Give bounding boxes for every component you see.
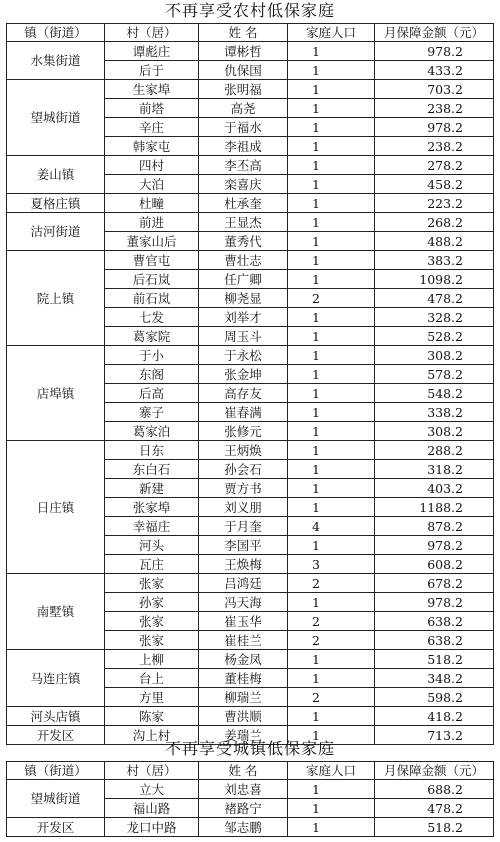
name-cell: 贾方书 (199, 479, 288, 498)
village-cell: 于小 (105, 346, 199, 365)
monthly-amount-cell: 703.2 (375, 80, 494, 99)
table-row (7, 213, 494, 232)
household-size-cell: 1 (288, 99, 375, 118)
monthly-amount-cell: 238.2 (375, 137, 494, 156)
household-size-cell: 1 (288, 308, 375, 327)
monthly-amount-cell: 978.2 (375, 536, 494, 555)
monthly-amount-cell: 488.2 (375, 232, 494, 251)
household-size-cell: 1 (288, 232, 375, 251)
village-cell: 幸福庄 (105, 517, 199, 536)
table-header-row (7, 24, 494, 42)
monthly-amount-cell: 678.2 (375, 574, 494, 593)
household-size-cell: 1 (288, 137, 375, 156)
village-cell: 后高 (105, 384, 199, 403)
name-cell: 刘义朋 (199, 498, 288, 517)
name-cell: 柳瑞兰 (199, 688, 288, 707)
town-cell: 水集街道 (7, 42, 105, 80)
village-cell: 瓦庄 (105, 555, 199, 574)
name-cell: 董秀代 (199, 232, 288, 251)
name-cell: 张金坤 (199, 365, 288, 384)
name-cell: 李丕高 (199, 156, 288, 175)
village-cell: 杜疃 (105, 194, 199, 213)
monthly-amount-cell: 478.2 (375, 799, 494, 818)
monthly-amount-cell: 713.2 (375, 726, 494, 745)
village-cell: 张家 (105, 631, 199, 650)
name-cell: 刘忠喜 (199, 780, 288, 799)
household-size-cell: 1 (288, 799, 375, 818)
table-row (7, 574, 494, 593)
village-cell: 上柳 (105, 650, 199, 669)
town-cell: 店埠镇 (7, 346, 105, 441)
table-row (7, 780, 494, 799)
village-cell: 陈家 (105, 707, 199, 726)
village-cell: 孙家 (105, 593, 199, 612)
household-size-cell: 1 (288, 365, 375, 384)
header-monthly-amount: 月保障金额（元） (375, 24, 494, 42)
household-size-cell: 1 (288, 194, 375, 213)
town-cell: 日庄镇 (7, 441, 105, 574)
household-size-cell: 2 (288, 631, 375, 650)
monthly-amount-cell: 1188.2 (375, 498, 494, 517)
name-cell: 冯天海 (199, 593, 288, 612)
rural-lowincome-table (6, 23, 494, 745)
monthly-amount-cell: 418.2 (375, 707, 494, 726)
name-cell: 曹壮志 (199, 251, 288, 270)
household-size-cell: 4 (288, 517, 375, 536)
village-cell: 曹官屯 (105, 251, 199, 270)
name-cell: 于月奎 (199, 517, 288, 536)
header-monthly-amount: 月保障金额（元） (375, 762, 494, 780)
household-size-cell: 1 (288, 650, 375, 669)
monthly-amount-cell: 338.2 (375, 403, 494, 422)
village-cell: 前进 (105, 213, 199, 232)
name-cell: 高存友 (199, 384, 288, 403)
rural-table-title: 不再享受农村低保家庭 (164, 1, 335, 20)
village-cell: 辛庄 (105, 118, 199, 137)
name-cell: 柳尧显 (199, 289, 288, 308)
monthly-amount-cell: 268.2 (375, 213, 494, 232)
name-cell: 于永松 (199, 346, 288, 365)
table-row (7, 80, 494, 99)
village-cell: 四村 (105, 156, 199, 175)
household-size-cell: 1 (288, 818, 375, 837)
monthly-amount-cell: 548.2 (375, 384, 494, 403)
household-size-cell: 1 (288, 669, 375, 688)
household-size-cell: 1 (288, 726, 375, 745)
monthly-amount-cell: 478.2 (375, 289, 494, 308)
village-cell: 葛家泊 (105, 422, 199, 441)
household-size-cell: 2 (288, 612, 375, 631)
household-size-cell: 1 (288, 536, 375, 555)
urban-lowincome-table (6, 761, 494, 837)
table-row (7, 818, 494, 837)
town-cell: 沽河街道 (7, 213, 105, 251)
table-header-row (7, 762, 494, 780)
town-cell: 河头店镇 (7, 707, 105, 726)
household-size-cell: 1 (288, 270, 375, 289)
household-size-cell: 1 (288, 346, 375, 365)
name-cell: 张修元 (199, 422, 288, 441)
monthly-amount-cell: 518.2 (375, 818, 494, 837)
table-row (7, 156, 494, 175)
name-cell: 于福水 (199, 118, 288, 137)
village-cell: 福山路 (105, 799, 199, 818)
household-size-cell: 1 (288, 707, 375, 726)
household-size-cell: 1 (288, 780, 375, 799)
name-cell: 张明福 (199, 80, 288, 99)
name-cell: 崔桂兰 (199, 631, 288, 650)
header-household-size: 家庭人口 (288, 762, 375, 780)
urban-table-title: 不再享受城镇低保家庭 (164, 739, 335, 758)
monthly-amount-cell: 608.2 (375, 555, 494, 574)
household-size-cell: 1 (288, 403, 375, 422)
name-cell: 吕鸿廷 (199, 574, 288, 593)
header-household-size: 家庭人口 (288, 24, 375, 42)
monthly-amount-cell: 978.2 (375, 42, 494, 61)
household-size-cell: 1 (288, 80, 375, 99)
village-cell: 沟上村 (105, 726, 199, 745)
name-cell: 孙会石 (199, 460, 288, 479)
name-cell: 刘举才 (199, 308, 288, 327)
household-size-cell: 1 (288, 156, 375, 175)
village-cell: 东阁 (105, 365, 199, 384)
town-cell: 开发区 (7, 818, 105, 837)
village-cell: 张家 (105, 612, 199, 631)
village-cell: 董家山后 (105, 232, 199, 251)
monthly-amount-cell: 598.2 (375, 688, 494, 707)
name-cell: 周玉斗 (199, 327, 288, 346)
monthly-amount-cell: 878.2 (375, 517, 494, 536)
household-size-cell: 1 (288, 61, 375, 80)
town-cell: 南墅镇 (7, 574, 105, 650)
name-cell: 崔玉华 (199, 612, 288, 631)
town-cell: 开发区 (7, 726, 105, 745)
household-size-cell: 1 (288, 460, 375, 479)
household-size-cell: 1 (288, 384, 375, 403)
header-town: 镇（街道） (7, 24, 105, 42)
name-cell: 任广卿 (199, 270, 288, 289)
village-cell: 方里 (105, 688, 199, 707)
village-cell: 张家 (105, 574, 199, 593)
header-name: 姓 名 (199, 762, 288, 780)
monthly-amount-cell: 318.2 (375, 460, 494, 479)
village-cell: 谭彪庄 (105, 42, 199, 61)
monthly-amount-cell: 978.2 (375, 593, 494, 612)
table-row (7, 707, 494, 726)
household-size-cell: 1 (288, 441, 375, 460)
name-cell: 董桂梅 (199, 669, 288, 688)
household-size-cell: 1 (288, 118, 375, 137)
monthly-amount-cell: 308.2 (375, 346, 494, 365)
town-cell: 夏格庄镇 (7, 194, 105, 213)
household-size-cell: 1 (288, 175, 375, 194)
household-size-cell: 3 (288, 555, 375, 574)
village-cell: 后于 (105, 61, 199, 80)
table-row (7, 194, 494, 213)
monthly-amount-cell: 403.2 (375, 479, 494, 498)
village-cell: 新建 (105, 479, 199, 498)
monthly-amount-cell: 383.2 (375, 251, 494, 270)
monthly-amount-cell: 348.2 (375, 669, 494, 688)
village-cell: 寨子 (105, 403, 199, 422)
village-cell: 河头 (105, 536, 199, 555)
monthly-amount-cell: 638.2 (375, 612, 494, 631)
household-size-cell: 1 (288, 422, 375, 441)
town-cell: 望城街道 (7, 780, 105, 818)
village-cell: 七发 (105, 308, 199, 327)
monthly-amount-cell: 458.2 (375, 175, 494, 194)
village-cell: 生家埠 (105, 80, 199, 99)
name-cell: 邹志鹏 (199, 818, 288, 837)
village-cell: 前塔 (105, 99, 199, 118)
monthly-amount-cell: 308.2 (375, 422, 494, 441)
household-size-cell: 1 (288, 327, 375, 346)
monthly-amount-cell: 688.2 (375, 780, 494, 799)
monthly-amount-cell: 278.2 (375, 156, 494, 175)
village-cell: 台上 (105, 669, 199, 688)
name-cell: 栾喜庆 (199, 175, 288, 194)
monthly-amount-cell: 238.2 (375, 99, 494, 118)
table-row (7, 251, 494, 270)
monthly-amount-cell: 288.2 (375, 441, 494, 460)
household-size-cell: 1 (288, 213, 375, 232)
town-cell: 姜山镇 (7, 156, 105, 194)
household-size-cell: 2 (288, 289, 375, 308)
name-cell: 姜瑞兰 (199, 726, 288, 745)
town-cell: 马连庄镇 (7, 650, 105, 707)
name-cell: 高尧 (199, 99, 288, 118)
town-cell: 院上镇 (7, 251, 105, 346)
monthly-amount-cell: 433.2 (375, 61, 494, 80)
village-cell: 东白石 (105, 460, 199, 479)
table-row (7, 650, 494, 669)
household-size-cell: 1 (288, 251, 375, 270)
monthly-amount-cell: 223.2 (375, 194, 494, 213)
household-size-cell: 2 (288, 688, 375, 707)
name-cell: 谭彬哲 (199, 42, 288, 61)
monthly-amount-cell: 518.2 (375, 650, 494, 669)
household-size-cell: 1 (288, 498, 375, 517)
village-cell: 大泊 (105, 175, 199, 194)
name-cell: 崔春满 (199, 403, 288, 422)
header-town: 镇（街道） (7, 762, 105, 780)
name-cell: 曹洪顺 (199, 707, 288, 726)
name-cell: 仇保国 (199, 61, 288, 80)
name-cell: 王炳焕 (199, 441, 288, 460)
village-cell: 张家埠 (105, 498, 199, 517)
village-cell: 立大 (105, 780, 199, 799)
household-size-cell: 1 (288, 479, 375, 498)
village-cell: 龙口中路 (105, 818, 199, 837)
monthly-amount-cell: 578.2 (375, 365, 494, 384)
header-name: 姓 名 (199, 24, 288, 42)
village-cell: 后石岚 (105, 270, 199, 289)
monthly-amount-cell: 328.2 (375, 308, 494, 327)
village-cell: 葛家院 (105, 327, 199, 346)
header-village: 村（居） (105, 762, 199, 780)
table-row (7, 346, 494, 365)
village-cell: 日东 (105, 441, 199, 460)
header-village: 村（居） (105, 24, 199, 42)
name-cell: 王显杰 (199, 213, 288, 232)
name-cell: 李祖成 (199, 137, 288, 156)
table-row (7, 42, 494, 61)
village-cell: 韩家屯 (105, 137, 199, 156)
name-cell: 王焕梅 (199, 555, 288, 574)
name-cell: 褚路宁 (199, 799, 288, 818)
monthly-amount-cell: 638.2 (375, 631, 494, 650)
town-cell: 望城街道 (7, 80, 105, 156)
table-row (7, 441, 494, 460)
name-cell: 李国平 (199, 536, 288, 555)
name-cell: 杜承奎 (199, 194, 288, 213)
village-cell: 前石岚 (105, 289, 199, 308)
name-cell: 杨金凤 (199, 650, 288, 669)
household-size-cell: 1 (288, 593, 375, 612)
monthly-amount-cell: 528.2 (375, 327, 494, 346)
household-size-cell: 2 (288, 574, 375, 593)
monthly-amount-cell: 978.2 (375, 118, 494, 137)
household-size-cell: 1 (288, 42, 375, 61)
monthly-amount-cell: 1098.2 (375, 270, 494, 289)
